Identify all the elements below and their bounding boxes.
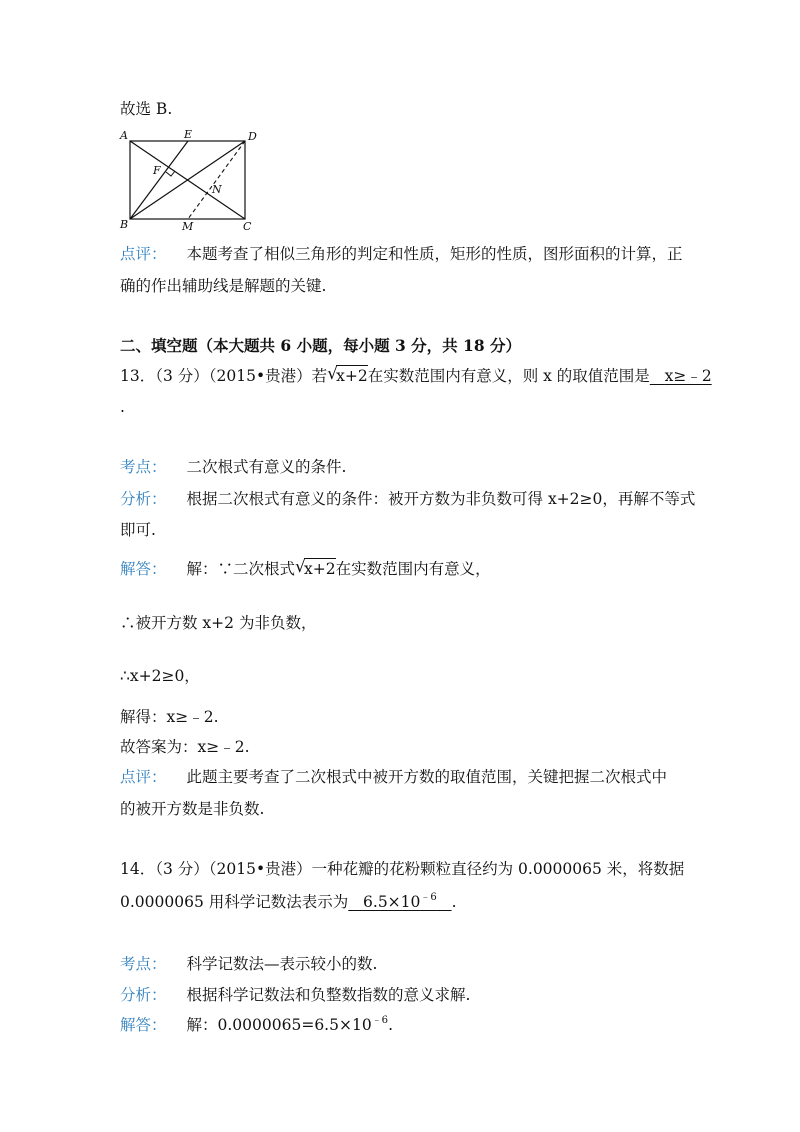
sqrt-expression: √ x+2 [327, 364, 368, 385]
fenxi-text: 根据科学记数法和负整数指数的意义求解. [186, 986, 471, 1004]
jieda-post: 在实数范围内有意义， [335, 560, 491, 578]
q14-answer-exp: ﹣6 [420, 892, 437, 903]
q14-stem-2 [120, 891, 457, 913]
label-f: F [153, 164, 161, 177]
q13-stem [120, 365, 712, 387]
comment-1 [120, 243, 683, 265]
q13-kaodian [120, 456, 346, 478]
kaodian-label: 考点： [120, 458, 167, 476]
q13-dianping [120, 766, 667, 788]
jieda-base: 解：0.0000065=6.5×10 [186, 1016, 372, 1034]
label-m: M [182, 220, 194, 233]
fenxi-label: 分析： [120, 986, 167, 1004]
right-angle-mark [166, 171, 175, 176]
fenxi-label: 分析： [120, 490, 167, 508]
q13-post: 在实数范围内有意义，则 x 的取值范围是 [367, 367, 650, 385]
answer-choice: 故选 B. [120, 100, 173, 118]
comment-1-cont: 确的作出辅助线是解题的关键. [120, 277, 327, 295]
fenxi-text: 根据二次根式有意义的条件：被开方数为非负数可得 x+2≥0，再解不等式 [186, 490, 696, 508]
q14-end: . [451, 893, 457, 911]
q13-step-3: 解得：x≥﹣2. [120, 708, 219, 726]
radicand: x+2 [304, 560, 336, 578]
kaodian-text: 二次根式有意义的条件. [186, 458, 347, 476]
jieda-label: 解答： [120, 560, 167, 578]
q13-end: . [120, 398, 125, 416]
q14-line2: 0.0000065 用科学记数法表示为 [120, 893, 349, 911]
jieda-exp: ﹣6 [371, 1015, 389, 1026]
q13-pre: 13．（3 分）（2015•贵港）若 [120, 367, 328, 385]
comment-text-1: 本题考查了相似三角形的判定和性质，矩形的性质，图形面积的计算，正 [186, 245, 683, 263]
q14-fenxi [120, 984, 470, 1006]
label-d: D [248, 130, 257, 143]
q14-stem: 14．（3 分）（2015•贵港）一种花瓣的花粉颗粒直径约为 0.0000065 米，将数据 [120, 860, 685, 878]
dianping-label: 点评： [120, 768, 167, 786]
dianping-text: 此题主要考查了二次根式中被开方数的取值范围，关键把握二次根式中 [186, 768, 668, 786]
q13-answer-blank [650, 367, 712, 385]
q13-jieda [120, 558, 491, 580]
q14-jieda [120, 1014, 393, 1036]
q14-kaodian [120, 953, 377, 975]
jieda-pre: 解：∵二次根式 [186, 560, 296, 578]
label-b: B [120, 218, 129, 231]
label-e: E [184, 128, 193, 141]
sqrt-expression: √ x+2 [295, 557, 336, 578]
label-a: A [120, 129, 128, 142]
q13-fenxi [120, 488, 695, 510]
comment-label: 点评： [120, 245, 167, 263]
q13-step-1: ∴被开方数 x+2 为非负数， [120, 614, 317, 632]
q13-fenxi-cont: 即可. [120, 521, 156, 539]
segment-be [130, 141, 188, 219]
section-title: 二、填空题（本大题共 6 小题，每小题 3 分，共 18 分） [120, 336, 522, 355]
q13-answer: x≥﹣2 [664, 367, 712, 385]
kaodian-label: 考点： [120, 955, 167, 973]
rectangle-figure [115, 126, 265, 234]
dashed-dm [188, 141, 245, 219]
q14-answer-blank [348, 893, 451, 911]
label-n: N [212, 183, 222, 196]
radicand: x+2 [336, 367, 368, 385]
q13-step-2: ∴x+2≥0， [120, 667, 200, 685]
jieda-label: 解答： [120, 1016, 167, 1034]
label-c: C [243, 220, 252, 233]
q13-step-4: 故答案为：x≥﹣2. [120, 738, 250, 756]
kaodian-text: 科学记数法—表示较小的数. [186, 955, 378, 973]
q13-dianping-cont: 的被开方数是非负数. [120, 800, 265, 818]
jieda-end: . [388, 1016, 393, 1034]
q14-answer-base: 6.5×10 [363, 893, 421, 911]
